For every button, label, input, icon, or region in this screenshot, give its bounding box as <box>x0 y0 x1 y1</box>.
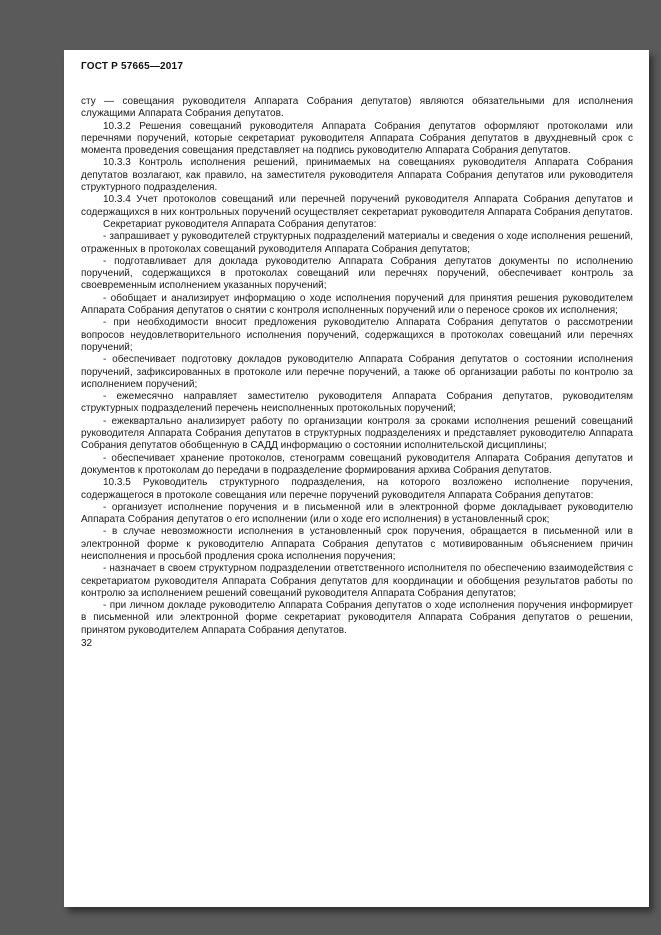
page-number: 32 <box>81 638 93 650</box>
paragraph: - назначает в своем структурном подразделении ответственного исполнителя по обеспечению взаимодействия с секретариатом руководителя Аппарата Собрания депутатов для координации и обобщения результатов работы по контролю за исполнением решений совещаний руководителя Аппарата Собрания депутатов; <box>81 563 633 599</box>
paragraph: - при личном докладе руководителю Аппарата Собрания депутатов о ходе исполнения поручения информирует в письменной или электронной форме секретариат руководителя Аппарата Собрания депутатов о решении, принятом руководителем Аппарата Собрания депутатов. <box>81 600 633 636</box>
document-page <box>64 50 649 907</box>
paragraph: - ежемесячно направляет заместителю руководителя Аппарата Собрания депутатов, руководителям структурных подразделений перечень неисполненных протокольных поручений; <box>81 391 633 415</box>
paragraph: 10.3.2 Решения совещаний руководителя Аппарата Собрания депутатов оформляют протоколами или перечнями поручений, которые секретариат руководителя Аппарата Собрания депутатов в двухдневный срок с момента проведения совещания представляет на подпись руководителю Аппарата Собрания депутатов. <box>81 120 633 157</box>
paragraph: - в случае невозможности исполнения в установленный срок поручения, обращается в письменной или в электронной форме к руководителю Аппарата Собрания депутатов с мотивированным объяснением причин неисполнения и просьбой продления срока исполнения поручения; <box>81 526 633 562</box>
paragraph: 10.3.4 Учет протоколов совещаний или перечней поручений руководителя Аппарата Собрания депутатов и содержащихся в них контрольных поручений осуществляет секретариат руководителя Аппарата Собрания депутатов. <box>81 194 633 218</box>
document-header: ГОСТ Р 57665—2017 <box>81 61 184 72</box>
paragraph: - запрашивает у руководителей структурных подразделений материалы и сведения о ходе исполнения решений, отраженных в протоколах совещаний руководителя Аппарата Собрания депутатов; <box>81 231 633 255</box>
document-body <box>81 96 633 637</box>
paragraph: 10.3.3 Контроль исполнения решений, принимаемых на совещаниях руководителя Аппарата Собрания депутатов возлагают, как правило, на заместителя руководителя Аппарата Собрания депутатов или руководителя структурного подразделения. <box>81 157 633 194</box>
paragraph: - обеспечивает хранение протоколов, стенограмм совещаний руководителя Аппарата Собрания депутатов и документов к протоколам до передачи в подразделение формирования архива Собрания депутатов. <box>81 452 633 476</box>
paragraph: сту — совещания руководителя Аппарата Собрания депутатов) являются обязательными для исполнения служащими Аппарата Собрания депутатов. <box>81 96 633 120</box>
paragraph: - обеспечивает подготовку докладов руководителю Аппарата Собрания депутатов о состоянии исполнения поручений, зафиксированных в протоколе или перечне поручений, а также об организации работы по контролю за исполнением поручений; <box>81 354 633 390</box>
paragraph: - обобщает и анализирует информацию о ходе исполнения поручений для принятия решения руководителем Аппарата Собрания депутатов о снятии с контроля исполненных поручений или о переносе сроков их исполнения; <box>81 292 633 317</box>
paragraph: - при необходимости вносит предложения руководителю Аппарата Собрания депутатов о рассмотрении вопросов неудовлетворительного исполнения поручений, содержащихся в протоколах совещаний или перечнях поручений; <box>81 317 633 353</box>
paragraph: - организует исполнение поручения и в письменной или в электронной форме докладывает руководителю Аппарата Собрания депутатов о его исполнении (или о ходе его исполнения) в установленный срок; <box>81 501 633 526</box>
paragraph: 10.3.5 Руководитель структурного подразделения, на которого возложено исполнение поручения, содержащегося в протоколе совещания или перечне поручений руководителя Аппарата Собрания депутатов: <box>81 477 633 501</box>
paragraph: - ежеквартально анализирует работу по организации контроля за сроками исполнения решений совещаний руководителя Аппарата Собрания депутатов в структурных подразделениях и представляет руководителю Аппарата Собрания депутатов обобщенную в САДД информацию о состоянии исполнительской дисциплины; <box>81 415 633 452</box>
paragraph: Секретариат руководителя Аппарата Собрания депутатов: <box>103 218 377 230</box>
paragraph: - подготавливает для доклада руководителю Аппарата Собрания депутатов документы по исполнению поручений, содержащихся в протоколах совещаний или перечнях поручений, обеспечивает контроль за своевременным исполнением указанных поручений; <box>81 255 633 292</box>
